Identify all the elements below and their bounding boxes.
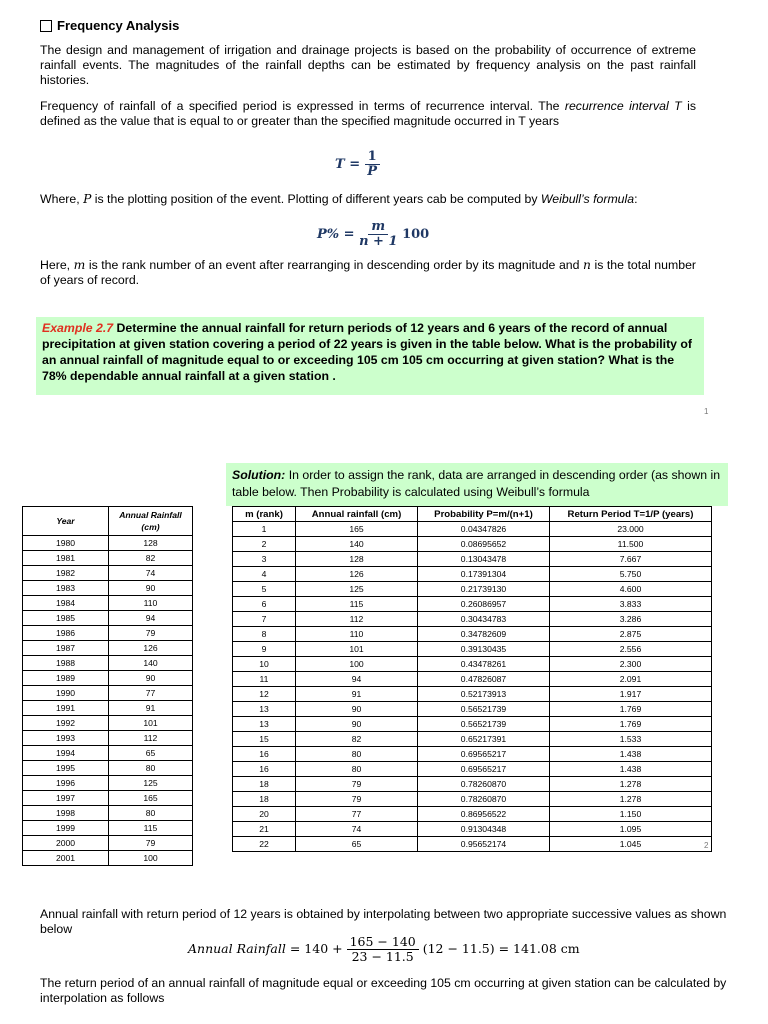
table-cell: 1.769 [550,702,712,717]
eq1-numerator: 1 [365,150,380,165]
table-cell: 1999 [23,821,109,836]
table-cell: 101 [296,642,418,657]
table-cell: 82 [109,551,193,566]
column-header: Annual Rainfall (cm) [109,507,193,536]
table-cell: 2000 [23,836,109,851]
table-cell: 4.600 [550,582,712,597]
table-row [233,552,712,567]
table-row [233,642,712,657]
table-cell: 77 [109,686,193,701]
eq2-fraction [359,220,397,249]
table-cell: 1.150 [550,807,712,822]
table-row [233,837,712,852]
table-row [23,596,193,611]
table-cell: 1989 [23,671,109,686]
table-cell: 0.56521739 [418,702,550,717]
table-cell: 101 [109,716,193,731]
table-row [233,822,712,837]
eq2-denominator: n + 1 [359,234,398,249]
table-cell: 2001 [23,851,109,866]
table-cell: 0.08695652 [418,537,550,552]
column-header: Return Period T=1/P (years) [550,507,712,522]
table-row [23,656,193,671]
table-cell: 115 [296,597,418,612]
plotting-var: P [83,192,92,206]
table-cell: 90 [109,581,193,596]
table-cell: 0.91304348 [418,822,550,837]
table-cell: 140 [296,537,418,552]
table-cell: 20 [233,807,296,822]
table-row [233,687,712,702]
column-header: Year [23,507,109,536]
example-text: Determine the annual rainfall for return periods of 12 years and 6 years of the record of annual precipitation at given station covering a period of 22 years is given in the table below. What is the probability of an annual rainfall of magnitude equal to or exceeding 105 cm 105 cm occurring at given station? What is the 78% dependable annual rainfall at a given station . [42,321,693,383]
table-cell: 0.69565217 [418,762,550,777]
table-row [233,702,712,717]
table-cell: 11 [233,672,296,687]
table-cell: 22 [233,837,296,852]
table-cell: 90 [109,671,193,686]
table-cell: 100 [296,657,418,672]
eq1-denominator: P [367,164,378,179]
table-cell: 0.52173913 [418,687,550,702]
table-cell: 65 [296,837,418,852]
rank-text-b: is the rank number of an event after rearranging in descending order by its magnitude and [85,258,583,272]
table-row [233,582,712,597]
table-cell: 1980 [23,536,109,551]
table-cell: 1993 [23,731,109,746]
table-cell: 1 [233,522,296,537]
table-row [233,747,712,762]
table-row [233,672,712,687]
table-cell: 0.86956522 [418,807,550,822]
table-cell: 21 [233,822,296,837]
table-row [23,611,193,626]
solution-text: In order to assign the rank, data are arranged in descending order (as shown in table below. Then Probability is calculated using Weibull’s formula [232,468,721,499]
column-header: Probability P=m/(n+1) [418,507,550,522]
table-cell: 80 [296,762,418,777]
eq1-fraction [365,150,380,179]
recurrence-paragraph [40,99,696,129]
table-cell: 1.278 [550,777,712,792]
solution-label: Solution: [232,468,286,482]
table-cell: 2 [233,537,296,552]
equation-weibull [317,220,429,249]
table-cell: 79 [296,777,418,792]
table-cell: 18 [233,777,296,792]
table-cell: 13 [233,702,296,717]
table-cell: 0.34782609 [418,627,550,642]
table-row [23,836,193,851]
eq3-lhs: Annual Rainfall [188,941,286,956]
table-cell: 11.500 [550,537,712,552]
page-number: 2 [704,841,709,850]
table-cell: 1.278 [550,792,712,807]
table-cell: 1990 [23,686,109,701]
table-cell: 0.56521739 [418,717,550,732]
table-row [233,612,712,627]
table-cell: 16 [233,762,296,777]
table-cell: 2.556 [550,642,712,657]
table-cell: 1.045 [550,837,712,852]
checkbox-icon [40,20,52,32]
column-header: Annual rainfall (cm) [296,507,418,522]
table-cell: 5 [233,582,296,597]
table-cell: 1.533 [550,732,712,747]
table-cell: 18 [233,792,296,807]
table-cell: 126 [109,641,193,656]
table-row [23,746,193,761]
table-cell: 91 [296,687,418,702]
table-cell: 1986 [23,626,109,641]
table-row [23,671,193,686]
table-cell: 140 [109,656,193,671]
table-cell: 0.78260870 [418,777,550,792]
table-cell: 1994 [23,746,109,761]
interpolation-paragraph [40,907,730,937]
table-row [233,567,712,582]
table-cell: 0.17391304 [418,567,550,582]
table-row [233,792,712,807]
table-cell: 1987 [23,641,109,656]
table-row [23,566,193,581]
table-row [233,657,712,672]
table-row [23,701,193,716]
table-row [23,626,193,641]
table-cell: 4 [233,567,296,582]
table-cell: 3 [233,552,296,567]
table-cell: 8 [233,627,296,642]
table-cell: 74 [296,822,418,837]
table-cell: 112 [109,731,193,746]
table-cell: 1981 [23,551,109,566]
plotting-text-b: is the plotting position of the event. Plotting of different years cab be computed by [91,192,541,206]
table-cell: 0.78260870 [418,792,550,807]
plotting-paragraph [40,192,696,207]
table-cell: 91 [109,701,193,716]
return-period-text: The return period of an annual rainfall of magnitude equal or exceeding 105 cm occurring at given station can be calculated by interpolation as follows [40,976,727,1005]
table-cell: 1984 [23,596,109,611]
table-cell: 65 [109,746,193,761]
interpolation-text: Annual rainfall with return period of 12 years is obtained by interpolating between two appropriate successive values as shown below [40,907,727,936]
table-cell: 1.769 [550,717,712,732]
table-row [233,627,712,642]
table-row [23,806,193,821]
table-cell: 0.04347826 [418,522,550,537]
table-cell: 16 [233,747,296,762]
rank-paragraph [40,258,696,288]
table-row [23,536,193,551]
table-cell: 128 [296,552,418,567]
example-title: Example 2.7 [42,321,114,335]
equation-interpolation [188,935,580,964]
table-cell: 115 [109,821,193,836]
eq3-numerator: 165 − 140 [347,935,419,950]
ranked-rainfall-table [232,506,712,852]
section-heading [40,18,179,33]
rank-var-m: m [73,258,86,272]
page-number: 1 [704,407,709,416]
column-header: m (rank) [233,507,296,522]
table-cell: 7.667 [550,552,712,567]
table-cell: 0.21739130 [418,582,550,597]
table-cell: 7 [233,612,296,627]
table-row [23,731,193,746]
table-cell: 1998 [23,806,109,821]
table-cell: 79 [109,626,193,641]
table-row [233,777,712,792]
table-cell: 0.13043478 [418,552,550,567]
table-cell: 125 [296,582,418,597]
table-cell: 77 [296,807,418,822]
table-cell: 1988 [23,656,109,671]
intro-text: The design and management of irrigation and drainage projects is based on the probability of occurrence of extreme rainfall events. The magnitudes of the rainfall depths can be estimated by frequency analysis on the past rainfall histories. [40,43,696,87]
table-cell: 79 [296,792,418,807]
recurrence-text-a: Frequency of rainfall of a specified period is expressed in terms of recurrence interval. The [40,99,565,113]
table-cell: 1996 [23,776,109,791]
table-cell: 110 [296,627,418,642]
table-row [23,686,193,701]
rank-text-a: Here, [40,258,74,272]
table-cell: 1983 [23,581,109,596]
table-row [233,537,712,552]
eq3-denominator: 23 − 11.5 [351,949,414,964]
table-cell: 80 [296,747,418,762]
eq2-numerator: m [368,220,388,235]
rank-text-c: is the total number of years of record. [40,258,696,287]
table-cell: 3.833 [550,597,712,612]
eq3-rhs: (12 − 11.5) = 141.08 cm [422,941,580,956]
table-row [233,522,712,537]
table-row [233,807,712,822]
table-cell: 1.438 [550,762,712,777]
return-period-paragraph [40,976,730,1006]
heading-text: Frequency Analysis [57,18,180,33]
table-row [23,791,193,806]
table-row [23,581,193,596]
table-cell: 13 [233,717,296,732]
table-cell: 2.300 [550,657,712,672]
table-cell: 1997 [23,791,109,806]
table-cell: 5.750 [550,567,712,582]
table-row [23,641,193,656]
table-cell: 80 [109,761,193,776]
eq3-mid: = 140 + [285,941,347,956]
table-cell: 23.000 [550,522,712,537]
plotting-text-c: : [634,192,638,206]
table-row [23,776,193,791]
equation-return-period [335,150,380,179]
table-cell: 0.95652174 [418,837,550,852]
table-cell: 0.65217391 [418,732,550,747]
table-cell: 0.26086957 [418,597,550,612]
eq3-fraction [347,935,419,964]
table-row [23,851,193,866]
recurrence-italic: recurrence interval T [564,99,682,113]
rainfall-table [22,506,193,866]
table-cell: 94 [296,672,418,687]
table-row [23,551,193,566]
table-cell: 3.286 [550,612,712,627]
table-cell: 1.917 [550,687,712,702]
table-cell: 165 [296,522,418,537]
table-cell: 79 [109,836,193,851]
table-row [23,821,193,836]
table-cell: 0.30434783 [418,612,550,627]
table-cell: 125 [109,776,193,791]
table-cell: 1982 [23,566,109,581]
table-cell: 2.091 [550,672,712,687]
table-cell: 94 [109,611,193,626]
recurrence-text-b: is defined as the value that is equal to or greater than the specified magnitude occurred in T years [40,99,696,128]
table-cell: 1991 [23,701,109,716]
table-cell: 2.875 [550,627,712,642]
table-row [23,716,193,731]
intro-paragraph [40,43,696,88]
eq2-lhs: P% = [317,227,360,242]
table-row [233,762,712,777]
table-cell: 100 [109,851,193,866]
table-cell: 90 [296,717,418,732]
plotting-italic: Weibull’s formula [540,192,635,206]
table-cell: 112 [296,612,418,627]
table-row [233,732,712,747]
table-cell: 6 [233,597,296,612]
example-box [36,317,704,395]
table-cell: 1995 [23,761,109,776]
table-cell: 82 [296,732,418,747]
table-cell: 80 [109,806,193,821]
plotting-text-a: Where, [40,192,84,206]
table-cell: 1985 [23,611,109,626]
table-cell: 0.47826087 [418,672,550,687]
table-cell: 10 [233,657,296,672]
table-cell: 0.39130435 [418,642,550,657]
table-row [233,597,712,612]
table-cell: 0.69565217 [418,747,550,762]
table-cell: 1.438 [550,747,712,762]
table-cell: 165 [109,791,193,806]
table-header-row [23,507,193,536]
table-cell: 15 [233,732,296,747]
rank-var-n: n [583,258,591,272]
table-cell: 0.43478261 [418,657,550,672]
table-cell: 110 [109,596,193,611]
eq1-lhs: T = [335,157,365,172]
table-cell: 126 [296,567,418,582]
table-cell: 90 [296,702,418,717]
table-header-row [233,507,712,522]
table-cell: 9 [233,642,296,657]
table-row [23,761,193,776]
solution-box [226,463,728,506]
table-cell: 74 [109,566,193,581]
table-cell: 12 [233,687,296,702]
eq2-rhs: 100 [402,227,430,242]
table-row [233,717,712,732]
table-cell: 128 [109,536,193,551]
table-cell: 1.095 [550,822,712,837]
table-cell: 1992 [23,716,109,731]
